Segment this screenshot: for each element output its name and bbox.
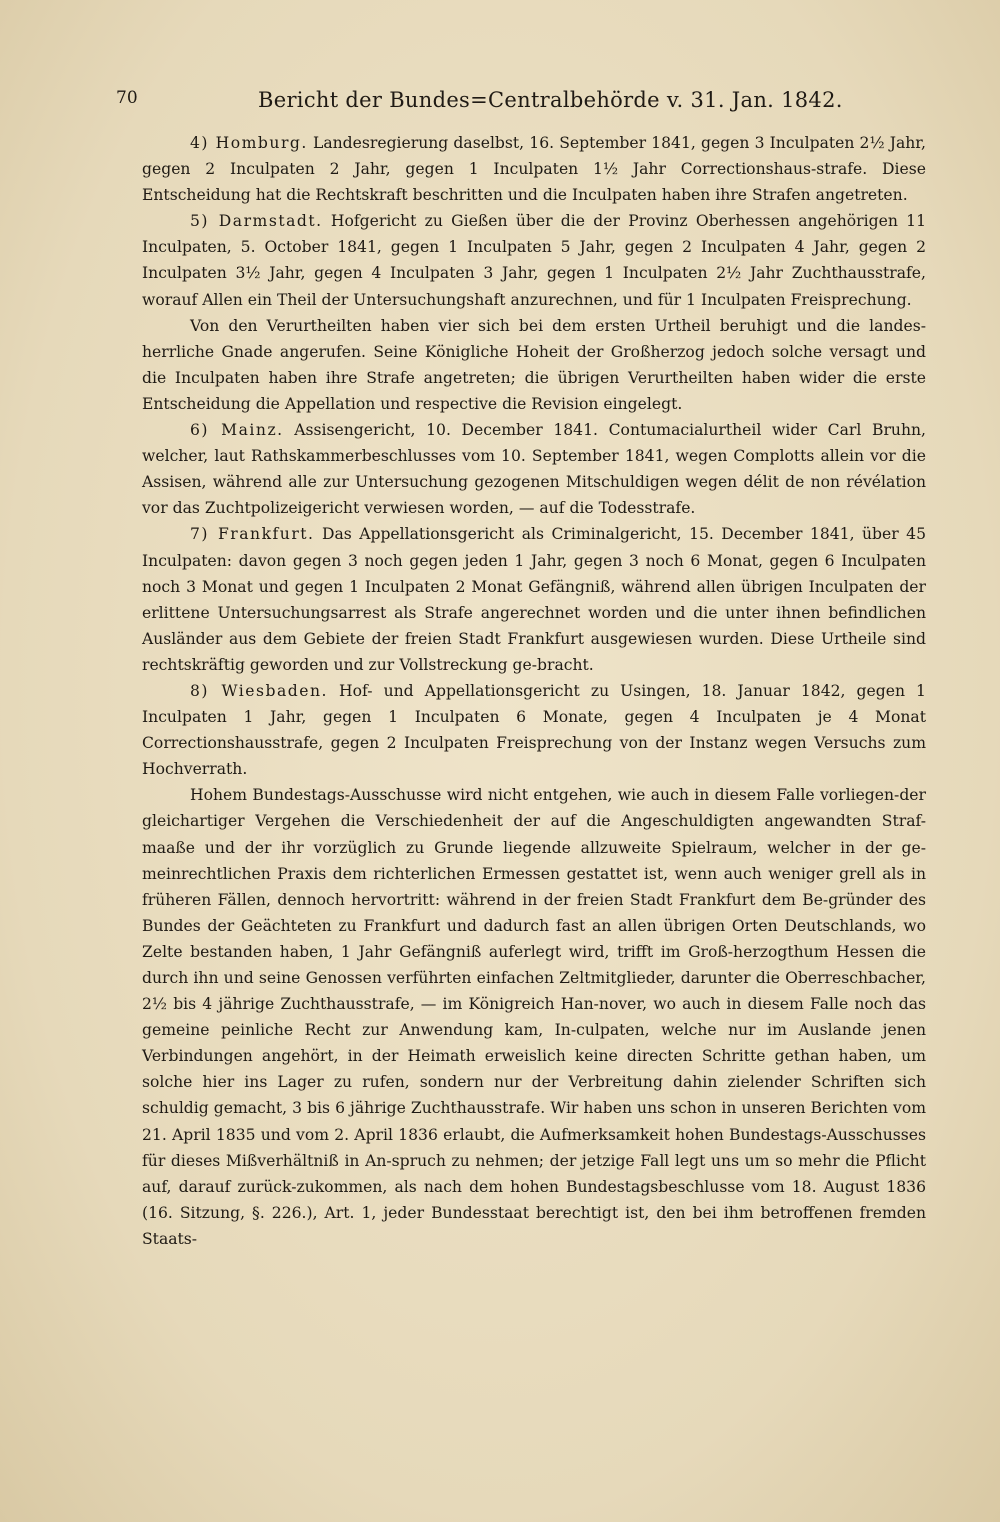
paragraph-lead: 7) Frankfurt. xyxy=(190,525,315,544)
paragraph-homburg xyxy=(142,130,926,208)
paragraph-text: Das Appellationsgericht als Criminalgericht, 15. December 1841, über 45 Inculpaten: davon gegen 3 noch gegen jeden 1 Jahr, gegen 3 noch 6 Monat, gegen 6 Inculpaten noch 3 Monat und gegen 1 Inculpaten 2 Monat Gefängniß, während allen übrigen Inculpaten der erlittene Untersuchungsarrest als Strafe angerechnet worden und die unter ihnen befindlichen Ausländer aus dem Gebiete der freien Stadt Frankfurt ausgewiesen wurden. Diese Urtheile sind rechtskräftig geworden und zur Vollstreckung ge-bracht. xyxy=(142,525,926,674)
paragraph-frankfurt xyxy=(142,521,926,678)
paragraph-text: Hofgericht zu Gießen über die der Provinz Oberhessen angehörigen 11 Inculpaten, 5. October 1841, gegen 1 Inculpaten 5 Jahr, gegen 2 Inculpaten 4 Jahr, gegen 2 Inculpaten 3½ Jahr, gegen 4 Inculpaten 3 Jahr, gegen 1 Inculpaten 2½ Jahr Zuchthausstrafe, worauf Allen ein Theil der Untersuchungshaft anzurechnen, und für 1 Inculpaten Freisprechung. xyxy=(142,212,926,309)
paragraph-verurtheilten xyxy=(142,313,926,417)
paragraph-text: Hof- und Appellationsgericht zu Usingen, 18. Januar 1842, gegen 1 Inculpaten 1 Jahr, gegen 1 Inculpaten 6 Monate, gegen 4 Inculpaten je 4 Monat Correctionshausstrafe, gegen 2 Inculpaten Freisprechung von der Instanz wegen Versuchs zum Hochverrath. xyxy=(142,681,926,779)
page-number: 70 xyxy=(116,88,138,108)
paragraph-bundestag xyxy=(142,782,926,1252)
paragraph-lead: 6) Mainz. xyxy=(190,421,284,440)
paragraph-wiesbaden xyxy=(142,678,926,782)
paragraph-mainz xyxy=(142,417,926,521)
paragraph-text: Von den Verurtheilten haben vier sich bei dem ersten Urtheil beruhigt und die landes-herrliche Gnade angerufen. Seine Königliche Hoheit der Großherzog jedoch solche versagt und die Inculpaten haben ihre Strafe angetreten; die übrigen Verurtheilten haben wider die erste Entscheidung die Appellation und respective die Revision eingelegt. xyxy=(142,316,926,413)
body-text xyxy=(142,130,926,1252)
paragraph-lead: 5) Darmstadt. xyxy=(190,212,323,231)
page-header xyxy=(116,88,938,118)
running-head: Bericht der Bundes=Centralbehörde v. 31. Jan. 1842. xyxy=(258,88,843,112)
paragraph-text: Assisengericht, 10. December 1841. Contumacialurtheil wider Carl Bruhn, welcher, laut Rathskammerbeschlusses vom 10. September 1841, wegen Complotts allein vor die Assisen, während alle zur Untersuchung gezogenen Mitschuldigen wegen délit de non révélation vor das Zuchtpolizeigericht verwiesen worden, — auf die Todesstrafe. xyxy=(142,421,926,518)
paragraph-lead: 8) Wiesbaden. xyxy=(190,681,329,700)
paragraph-darmstadt xyxy=(142,208,926,312)
paragraph-text: Hohem Bundestags-Ausschusse wird nicht entgehen, wie auch in diesem Falle vorliegen-der gleichartiger Vergehen die Verschiedenheit der auf die Angeschuldigten angewandten Straf-maaße und der ihr vorzüglich zu Grunde liegende allzuweite Spielraum, welcher in der ge-meinrechtlichen Praxis dem richterlichen Ermessen gestattet ist, wenn auch weniger grell als in früheren Fällen, dennoch hervortritt: während in der freien Stadt Frankfurt dem Be-gründer des Bundes der Geächteten zu Frankfurt und dadurch fast an allen übrigen Orten Deutschlands, wo Zelte bestanden haben, 1 Jahr Gefängniß auferlegt wird, trifft im Groß-herzogthum Hessen die durch ihn und seine Genossen verführten einfachen Zeltmitglieder, darunter die Oberreschbacher, 2½ bis 4 jährige Zuchthausstrafe, — im Königreich Han-nover, wo auch in diesem Falle noch das gemeine peinliche Recht zur Anwendung kam, In-culpaten, welche nur im Auslande jenen Verbindungen angehört, in der Heimath erweislich keine directen Schritte gethan haben, um solche hier ins Lager zu rufen, sondern nur der Verbreitung dahin zielender Schriften sich schuldig gemacht, 3 bis 6 jährige Zuchthausstrafe. Wir haben uns schon in unseren Berichten vom 21. April 1835 und vom 2. April 1836 erlaubt, die Aufmerksamkeit hohen Bundestags-Ausschusses für dieses Mißverhältniß in An-spruch zu nehmen; der jetzige Fall legt uns um so mehr die Pflicht auf, darauf zurück-zukommen, als nach dem hohen Bundestagsbeschlusse vom 18. August 1836 (16. Sitzung, §. 226.), Art. 1, jeder Bundesstaat berechtigt ist, den bei ihm betroffenen fremden Staats- xyxy=(142,786,926,1248)
paragraph-text: Landesregierung daselbst, 16. September 1841, gegen 3 Inculpaten 2½ Jahr, gegen 2 Inculpaten 2 Jahr, gegen 1 Inculpaten 1½ Jahr Correctionshaus-strafe. Diese Entscheidung hat die Rechtskraft beschritten und die Inculpaten haben ihre Strafen angetreten. xyxy=(142,134,927,205)
paragraph-lead: 4) Homburg. xyxy=(190,134,308,152)
